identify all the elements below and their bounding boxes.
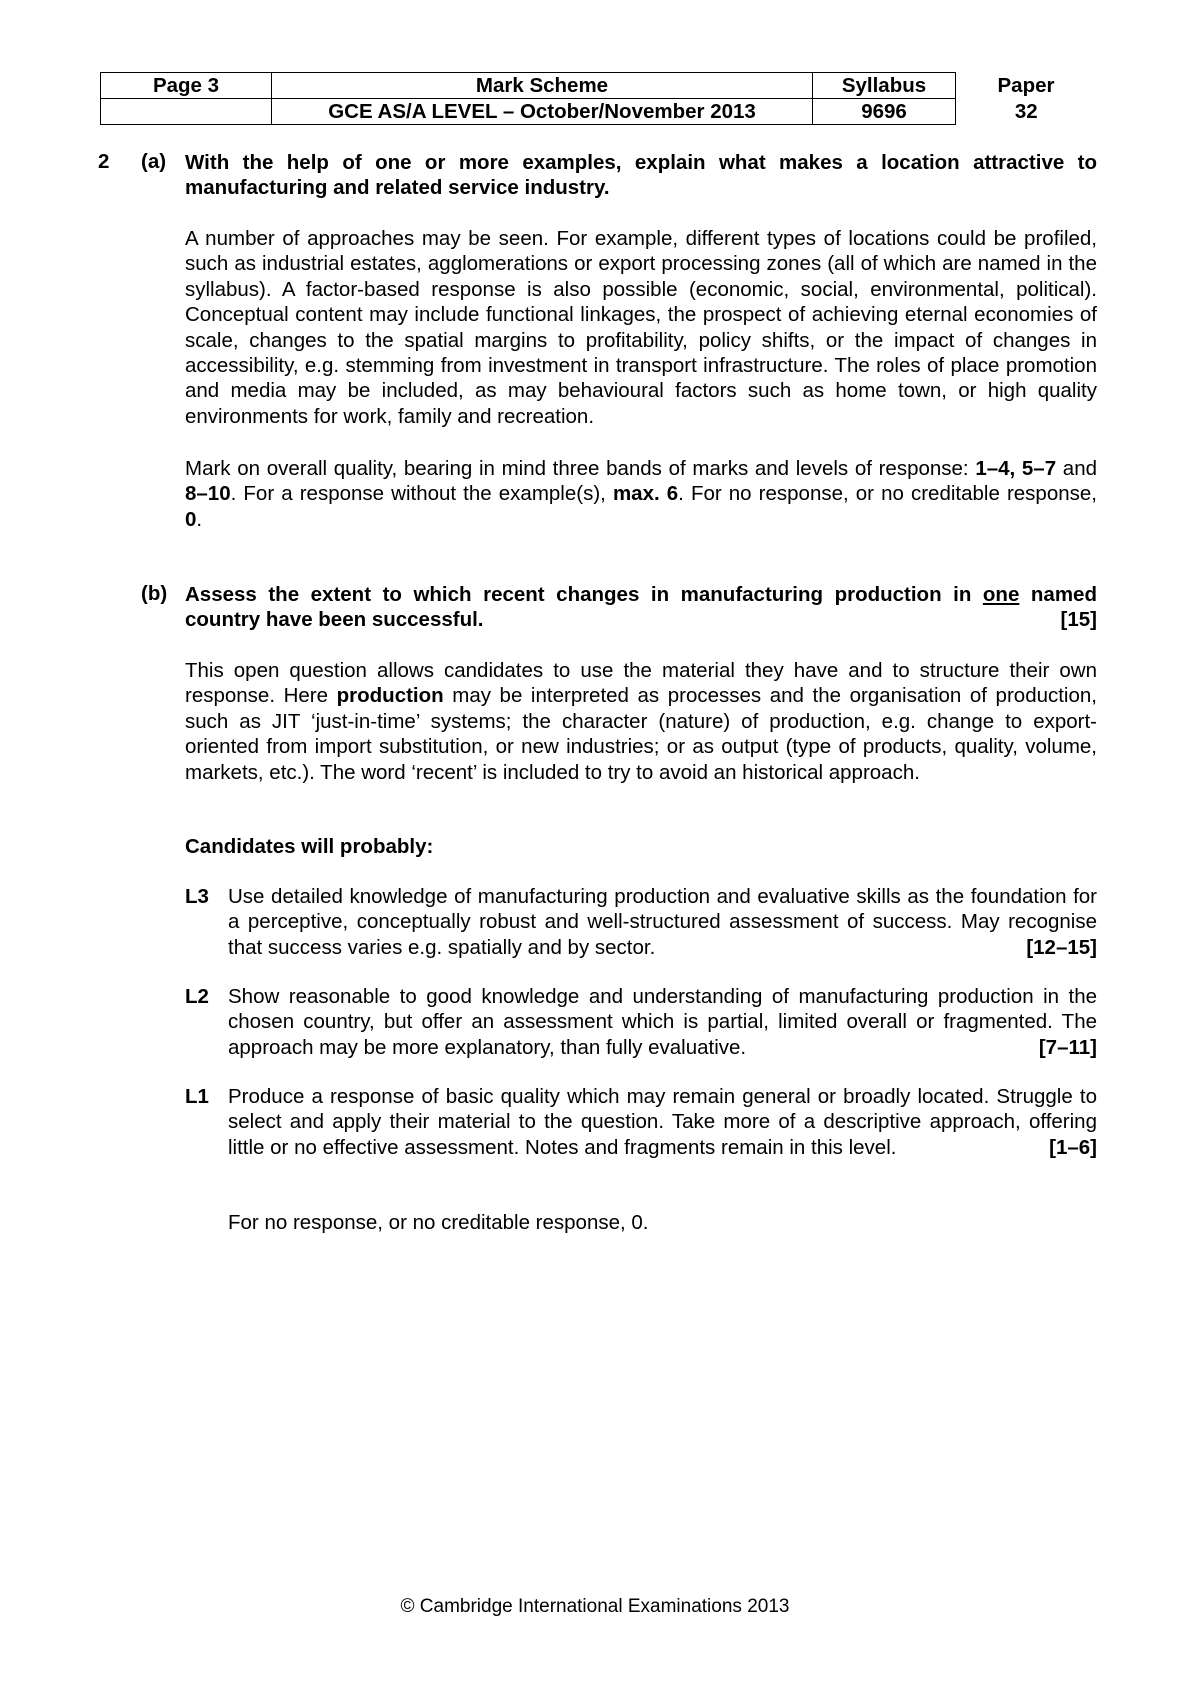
paper-number: 32	[1014, 99, 1038, 123]
level-3	[185, 884, 1097, 960]
empty-cell	[101, 99, 272, 125]
no-response-note: For no response, or no creditable response, 0.	[228, 1211, 649, 1234]
level-1	[185, 1084, 1097, 1160]
part-b-prompt: Assess the extent to which recent changes in manufacturing production in one named country have been successful. [15]	[185, 583, 1097, 632]
page-label: Page 3	[101, 73, 272, 99]
candidates-heading: Candidates will probably:	[185, 835, 434, 858]
syllabus-label: Syllabus	[813, 73, 956, 99]
syllabus-code: 9696	[813, 99, 956, 125]
level-2	[185, 984, 1097, 1060]
level-marks: [12–15]	[1026, 935, 1097, 959]
part-b-guidance: This open question allows candidates to use the material they have and to structure their own response. Here production may be interpreted as processes and the organisation of production, such as JIT ‘just-in-time’ systems; the character (nature) of production, e.g. change to export-oriented from import substitution, or new industries; or as output (type of products, quality, volume, markets, etc.). The word ‘recent’ is included to try to avoid an historical approach.	[185, 659, 1097, 784]
level-text: Produce a response of basic quality which may remain general or broadly located. Struggle to select and apply their material to the question. Take more of a descriptive approach, offering little or no effective assessment. Notes and fragments remain in this level.	[228, 1085, 1097, 1159]
level-marks: [7–11]	[1038, 1035, 1097, 1059]
part-a-guidance: A number of approaches may be seen. For example, different types of locations could be profiled, such as industrial estates, agglomerations or export processing zones (all of which are named in the syllabus). A factor-based response is also possible (economic, social, environmental, political). Conceptual content may include functional linkages, the prospect of achieving eternal economies of scale, changes to the spatial margins to profitability, policy shifts, or the impact of changes in accessibility, e.g. stemming from investment in transport infrastructure. The roles of place promotion and media may be included, as may behavioural factors such as home town, or high quality environments for work, family and recreation.	[185, 227, 1097, 428]
qualification: GCE AS/A LEVEL – October/November 2013	[272, 99, 813, 125]
part-a-marking: Mark on overall quality, bearing in mind three bands of marks and levels of response: 1–4, 5–7 and 8–10. For a response without the example(s), max. 6. For no response, or no creditable response, 0.	[185, 457, 1098, 531]
level-text: Use detailed knowledge of manufacturing production and evaluative skills as the foundation for a perceptive, conceptually robust and well-structured assessment of success. May recognise that success varies e.g. spatially and by sector.	[228, 885, 1097, 959]
part-b-marks: [15]	[1060, 608, 1097, 632]
header-table	[100, 72, 1097, 125]
doc-type: Mark Scheme	[272, 73, 813, 99]
level-marks: [1–6]	[1049, 1135, 1097, 1159]
level-label: L3	[185, 885, 209, 908]
part-a-prompt: With the help of one or more examples, explain what makes a location attractive to manufacturing and related service industry.	[185, 151, 1097, 200]
part-b-label: (b)	[141, 582, 168, 605]
footer-copyright: © Cambridge International Examinations 2013	[400, 1596, 790, 1617]
part-a-label: (a)	[141, 150, 167, 173]
level-text: Show reasonable to good knowledge and understanding of manufacturing production in the chosen country, but offer an assessment which is partial, limited overall or fragmented. The approach may be more explanatory, than fully evaluative.	[228, 985, 1097, 1059]
level-label: L2	[185, 985, 209, 1008]
question-number: 2	[98, 150, 110, 173]
level-label: L1	[185, 1085, 209, 1108]
paper-label: Paper	[997, 73, 1055, 97]
